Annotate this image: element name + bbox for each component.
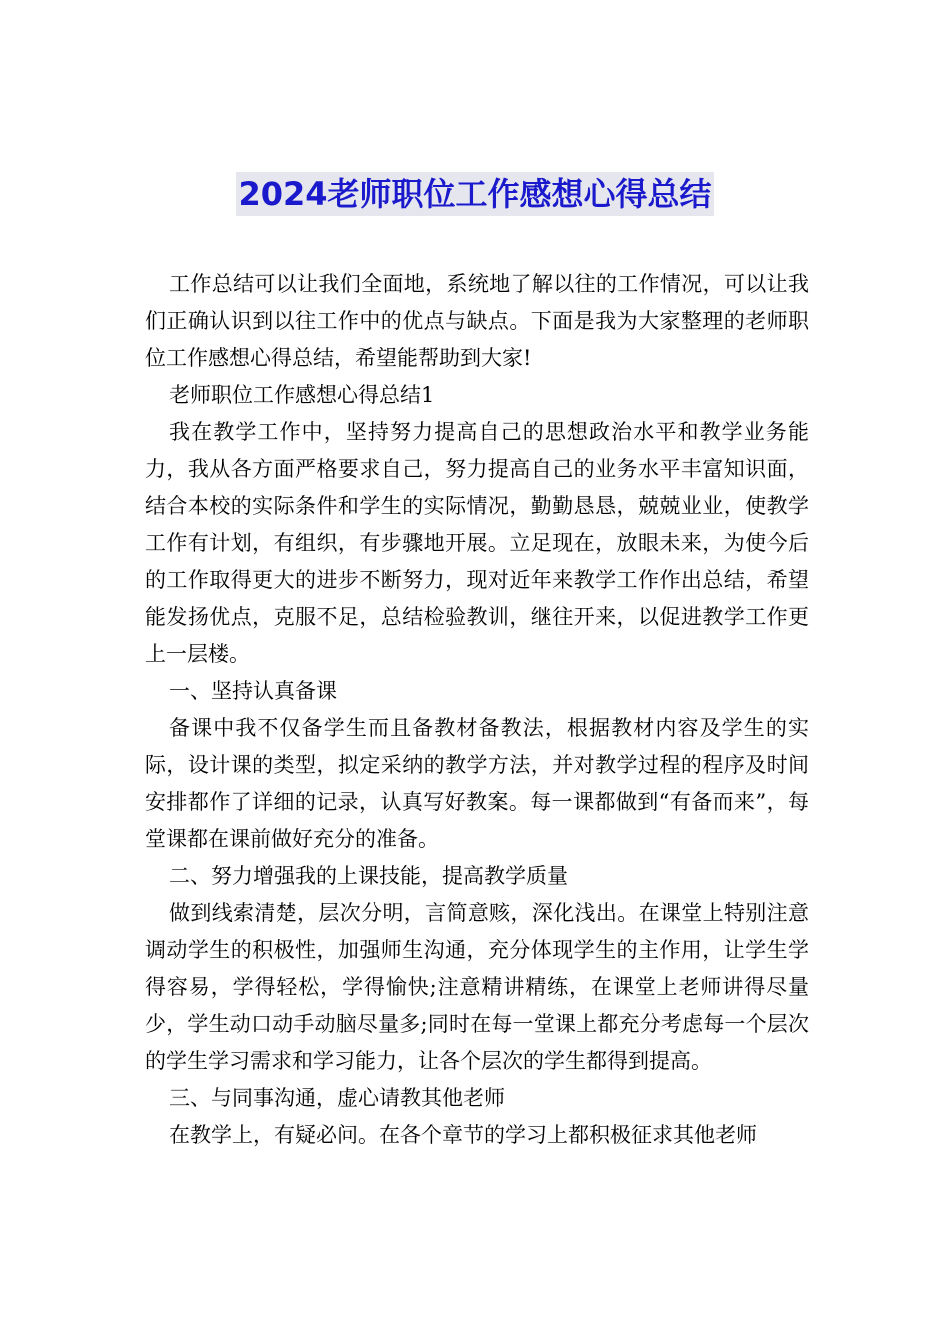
section-heading-1: 一、坚持认真备课 [169,679,337,703]
body-paragraph: 在教学上，有疑必问。在各个章节的学习上都积极征求其他老师 [169,1123,757,1147]
body-paragraph: 我在教学工作中，坚持努力提高自己的思想政治水平和教学业务能力，我从各方面严格要求自己，努力提高自己的业务水平丰富知识面，结合本校的实际条件和学生的实际情况，勤勤恳恳，兢兢业业，使教学工作有计划，有组织，有步骤地开展。立足现在，放眼未来，为使今后的工作取得更大的进步不断努力，现对近年来教学工作作出总结，希望能发扬优点，克服不足，总结检验教训，继往开来，以促进教学工作更上一层楼。 [145,420,809,666]
document-body [145,266,809,1154]
title-area [0,172,950,216]
section-heading-summary-1: 老师职位工作感想心得总结1 [169,383,435,407]
body-paragraph: 备课中我不仅备学生而且备教材备教法，根据教材内容及学生的实际，设计课的类型，拟定采纳的教学方法，并对教学过程的程序及时间安排都作了详细的记录，认真写好教案。每一课都做到“有备而来”，每堂课都在课前做好充分的准备。 [145,716,809,851]
body-paragraph: 做到线索清楚，层次分明，言简意赅，深化浅出。在课堂上特别注意调动学生的积极性，加强师生沟通，充分体现学生的主作用，让学生学得容易，学得轻松，学得愉快;注意精讲精练，在课堂上老师讲得尽量少，学生动口动手动脑尽量多;同时在每一堂课上都充分考虑每一个层次的学生学习需求和学习能力，让各个层次的学生都得到提高。 [145,901,809,1073]
section-heading-2: 二、努力增强我的上课技能，提高教学质量 [169,864,568,888]
intro-paragraph: 工作总结可以让我们全面地，系统地了解以往的工作情况，可以让我们正确认识到以往工作中的优点与缺点。下面是我为大家整理的老师职位工作感想心得总结，希望能帮助到大家! [145,272,809,370]
section-heading-3: 三、与同事沟通，虚心请教其他老师 [169,1086,505,1110]
document-title: 2024老师职位工作感想心得总结 [236,172,713,216]
